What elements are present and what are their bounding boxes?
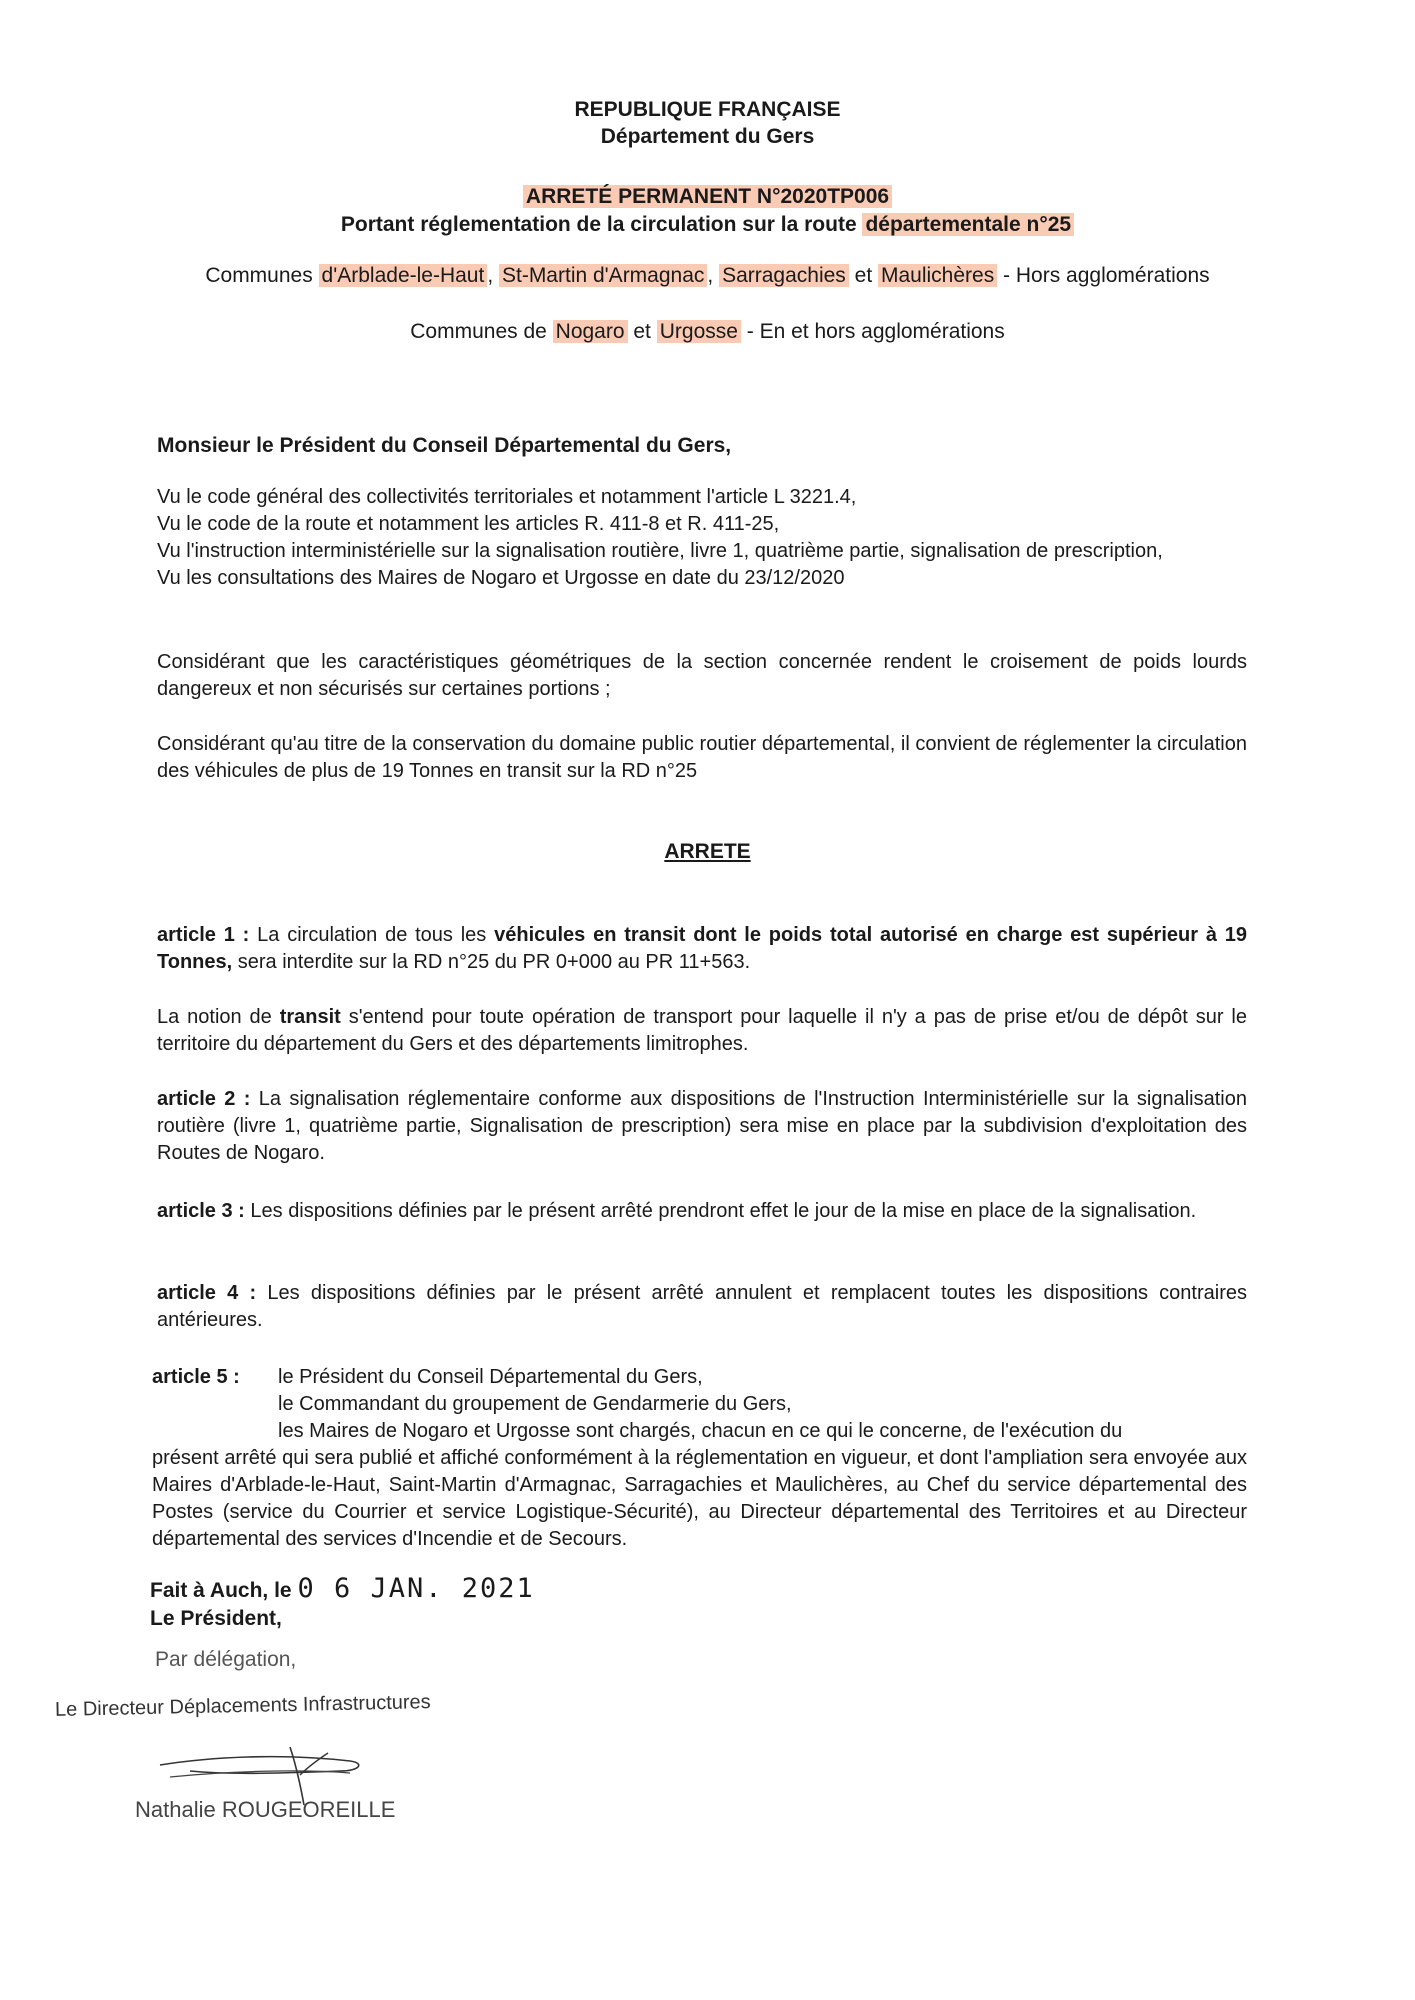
article-5-line2: le Commandant du groupement de Gendarmerie du Gers, (278, 1393, 792, 1415)
arrete-number: ARRETÉ PERMANENT N°2020TP006 (523, 185, 892, 208)
article-4 (157, 1280, 1247, 1334)
communes1-prefix: Communes (205, 264, 319, 287)
vu-list (157, 484, 1247, 592)
communes1-suffix: - Hors agglomérations (997, 264, 1210, 287)
communes1-sep3: et (848, 264, 878, 287)
communes2-prefix: Communes de (410, 320, 553, 343)
transit-text-a: La notion de (157, 1006, 280, 1028)
article-5-line1: le Président du Conseil Départemental du Gers, (278, 1366, 703, 1388)
article-5 (152, 1364, 1247, 1553)
signatory-name: Nathalie ROUGEOREILLE (135, 1797, 396, 1822)
signature-place: Fait à Auch, le (150, 1579, 292, 1602)
article-1-text-b: sera interdite sur la RD n°25 du PR 0+000 au PR 11+563. (232, 951, 751, 973)
addressee: Monsieur le Président du Conseil Départemental du Gers, (157, 434, 732, 457)
signature-role: Le Président, (150, 1607, 282, 1630)
communes2-sep1: et (627, 320, 657, 343)
transit-bold: transit (279, 1006, 341, 1028)
commune-sarragachies: Sarragachies (719, 264, 849, 287)
commune-st-martin: St-Martin d'Armagnac (499, 264, 707, 287)
arrete-heading: ARRETE (664, 840, 751, 863)
vu-item: Vu le code général des collectivités territoriales et notamment l'article L 3221.4, (157, 486, 857, 508)
article-5-line3: les Maires de Nogaro et Urgosse sont chargés, chacun en ce qui le concerne, de l'exécution du (278, 1420, 1123, 1442)
communes-line-2 (0, 320, 1415, 344)
subject-highlight: départementale n°25 (862, 213, 1074, 236)
article-1-bold: véhicules en transit dont le poids total autorisé en charge est supérieur à 19 Tonnes, (157, 924, 1247, 973)
commune-arblade: d'Arblade-le-Haut (319, 264, 488, 287)
article-1-label: article 1 : (157, 924, 250, 946)
document-header (0, 96, 1415, 150)
communes1-sep2: , (707, 264, 720, 287)
signature-date-stamp: 0 6 JAN. 2021 (297, 1573, 535, 1604)
vu-item: Vu l'instruction interministérielle sur la signalisation routière, livre 1, quatrième partie, signalisation de prescription, (157, 540, 1163, 562)
article-2-text: La signalisation réglementaire conforme aux dispositions de l'Instruction Interministérielle sur la signalisation routière (livre 1, quatrième partie, Signalisation de prescription) sera mise en place par la subdivision d'exploitation des Routes de Nogaro. (157, 1088, 1247, 1164)
article-2-label: article 2 : (157, 1088, 251, 1110)
communes2-suffix: - En et hors agglomérations (740, 320, 1005, 343)
transit-text-b: s'entend pour toute opération de transport pour laquelle il n'y a pas de prise et/ou de dépôt sur le territoire du département du Gers et des départements limitrophes. (157, 1006, 1247, 1055)
article-3-text: Les dispositions définies par le présent arrêté prendront effet le jour de la mise en place de la signalisation. (244, 1200, 1197, 1222)
document-title (0, 183, 1415, 239)
communes1-sep1: , (487, 264, 499, 287)
commune-maulicheres: Maulichères (878, 264, 997, 287)
vu-item: Vu le code de la route et notamment les articles R. 411-8 et R. 411-25, (157, 513, 780, 535)
commune-nogaro: Nogaro (553, 320, 628, 343)
communes-line-1 (0, 264, 1415, 288)
vu-item: Vu les consultations des Maires de Nogaro et Urgosse en date du 23/12/2020 (157, 567, 845, 589)
signature-block (150, 1575, 535, 1633)
article-5-label: article 5 : (152, 1366, 240, 1388)
article-4-label: article 4 : (157, 1282, 257, 1304)
article-2 (157, 1086, 1247, 1167)
article-4-text: Les dispositions définies par le présent arrêté annulent et remplacent toutes les dispositions contraires antérieures. (157, 1282, 1247, 1331)
article-1 (157, 922, 1247, 976)
article-3 (157, 1198, 1247, 1225)
republic-label: REPUBLIQUE FRANÇAISE (574, 98, 841, 121)
department-label: Département du Gers (600, 125, 815, 148)
transit-note (157, 1004, 1247, 1058)
article-5-rest: présent arrêté qui sera publié et affiché conformément à la réglementation en vigueur, et dont l'ampliation sera envoyée aux Maires d'Arblade-le-Haut, Saint-Martin d'Armagnac, Sarragachies et Maulichères, au Chef du service départemental des Postes (service du Courrier et service Logistique-Sécurité), au Directeur départemental des Territoires et au Directeur départemental des services d'Incendie et de Secours. (152, 1447, 1247, 1550)
delegation-stamp: Par délégation, (155, 1648, 297, 1671)
article-1-text-a: La circulation de tous les (249, 924, 495, 946)
commune-urgosse: Urgosse (657, 320, 741, 343)
article-3-label: article 3 : (157, 1200, 245, 1222)
considerant-2: Considérant qu'au titre de la conservation du domaine public routier départemental, il convient de réglementer la circulation des véhicules de plus de 19 Tonnes en transit sur la RD n°25 (157, 733, 1247, 782)
considerant-1: Considérant que les caractéristiques géométriques de la section concernée rendent le croisement de poids lourds dangereux et non sécurisés sur certaines portions ; (157, 651, 1247, 700)
director-stamp: Le Directeur Déplacements Infrastructures (54, 1691, 431, 1721)
subject-prefix: Portant réglementation de la circulation sur la route (340, 213, 863, 236)
